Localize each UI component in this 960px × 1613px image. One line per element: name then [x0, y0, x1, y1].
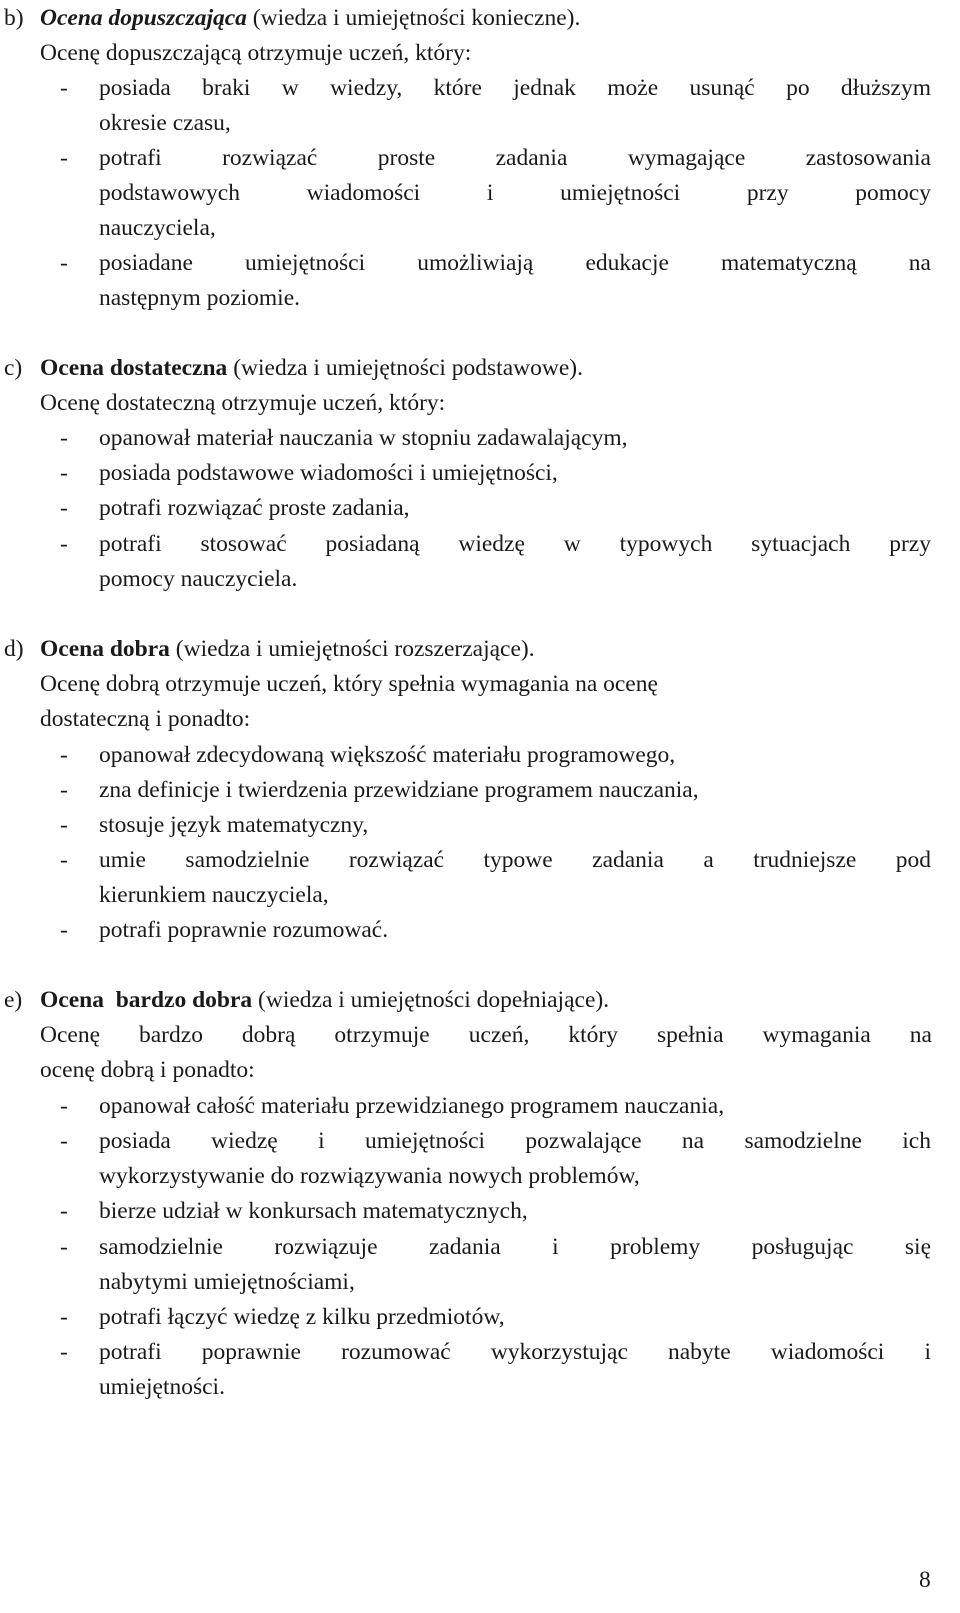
section-heading	[40, 631, 535, 667]
section-heading	[40, 982, 609, 1018]
list-item-line: opanował zdecydowaną większość materiału programowego,	[99, 742, 676, 768]
list-item-line: posiada podstawowe wiadomości i umiejętności,	[99, 460, 558, 486]
list-dash: -	[60, 460, 68, 486]
grade-name: Ocena dopuszczająca	[40, 5, 247, 31]
list-dash: -	[60, 531, 68, 557]
list-item-line: okresie czasu,	[99, 110, 231, 136]
list-item-line: kierunkiem nauczyciela,	[99, 882, 329, 908]
grade-scope: (wiedza i umiejętności dopełniające).	[252, 987, 610, 1013]
list-item-line: następnym poziomie.	[99, 285, 301, 311]
list-item-line: nauczyciela,	[99, 215, 216, 241]
grade-name: Ocena dobra	[40, 636, 170, 662]
grade-name: Ocena bardzo dobra	[40, 987, 253, 1013]
list-item-line: potrafi rozwiązać proste zadania wymagające zastosowania	[99, 145, 931, 171]
grade-scope: (wiedza i umiejętności podstawowe).	[227, 355, 583, 381]
list-item-line: posiada braki w wiedzy, które jednak może usunąć po dłuższym	[99, 75, 931, 101]
list-dash: -	[60, 1304, 68, 1330]
section-heading	[40, 0, 580, 36]
grade-scope: (wiedza i umiejętności konieczne).	[246, 5, 581, 31]
section-heading	[40, 350, 583, 386]
list-item-line: bierze udział w konkursach matematycznych,	[99, 1198, 528, 1224]
list-item-line: posiadane umiejętności umożliwiają edukacje matematyczną na	[99, 250, 931, 276]
section-letter: e)	[4, 987, 23, 1013]
list-item-line: posiada wiedzę i umiejętności pozwalające na samodzielne ich	[99, 1128, 931, 1154]
list-dash: -	[60, 777, 68, 803]
list-dash: -	[60, 812, 68, 838]
list-item-line: potrafi poprawnie rozumować wykorzystując nabyte wiadomości i	[99, 1339, 931, 1365]
section-letter: c)	[4, 355, 23, 381]
list-dash: -	[60, 75, 68, 101]
list-dash: -	[60, 1198, 68, 1224]
section-intro: Ocenę bardzo dobrą otrzymuje uczeń, który spełnia wymagania na	[40, 1022, 932, 1048]
list-item-line: opanował całość materiału przewidzianego programem nauczania,	[99, 1093, 725, 1119]
list-dash: -	[60, 1093, 68, 1119]
list-item-line: potrafi poprawnie rozumować.	[99, 917, 389, 943]
section-intro: Ocenę dostateczną otrzymuje uczeń, który:	[40, 390, 446, 416]
list-item-line: zna definicje i twierdzenia przewidziane programem nauczania,	[99, 777, 699, 803]
section-intro: ocenę dobrą i ponadto:	[40, 1057, 255, 1083]
list-dash: -	[60, 742, 68, 768]
list-item-line: podstawowych wiadomości i umiejętności przy pomocy	[99, 180, 931, 206]
list-item-line: pomocy nauczyciela.	[99, 566, 298, 592]
list-dash: -	[60, 425, 68, 451]
grade-name: Ocena dostateczna	[40, 355, 228, 381]
page-number: 8	[919, 1567, 931, 1593]
list-dash: -	[60, 145, 68, 171]
list-dash: -	[60, 250, 68, 276]
list-item-line: potrafi rozwiązać proste zadania,	[99, 495, 410, 521]
list-item-line: umiejętności.	[99, 1374, 225, 1400]
section-intro: Ocenę dopuszczającą otrzymuje uczeń, który:	[40, 40, 472, 66]
list-item-line: umie samodzielnie rozwiązać typowe zadania a trudniejsze pod	[99, 847, 931, 873]
section-intro: dostateczną i ponadto:	[40, 706, 251, 732]
list-item-line: opanował materiał nauczania w stopniu zadawalającym,	[99, 425, 628, 451]
list-dash: -	[60, 917, 68, 943]
list-item-line: wykorzystywanie do rozwiązywania nowych problemów,	[99, 1163, 640, 1189]
list-item-line: stosuje język matematyczny,	[99, 812, 369, 838]
section-letter: d)	[4, 636, 24, 662]
list-dash: -	[60, 1128, 68, 1154]
list-item-line: nabytymi umiejętnościami,	[99, 1269, 355, 1295]
list-item-line: potrafi łączyć wiedzę z kilku przedmiotów,	[99, 1304, 505, 1330]
list-dash: -	[60, 847, 68, 873]
list-dash: -	[60, 1234, 68, 1260]
section-letter: b)	[4, 5, 24, 31]
grade-scope: (wiedza i umiejętności rozszerzające).	[169, 636, 535, 662]
list-item-line: samodzielnie rozwiązuje zadania i problemy posługując się	[99, 1234, 931, 1260]
section-intro: Ocenę dobrą otrzymuje uczeń, który spełnia wymagania na ocenę	[40, 671, 658, 697]
list-dash: -	[60, 1339, 68, 1365]
list-dash: -	[60, 495, 68, 521]
list-item-line: potrafi stosować posiadaną wiedzę w typowych sytuacjach przy	[99, 531, 931, 557]
